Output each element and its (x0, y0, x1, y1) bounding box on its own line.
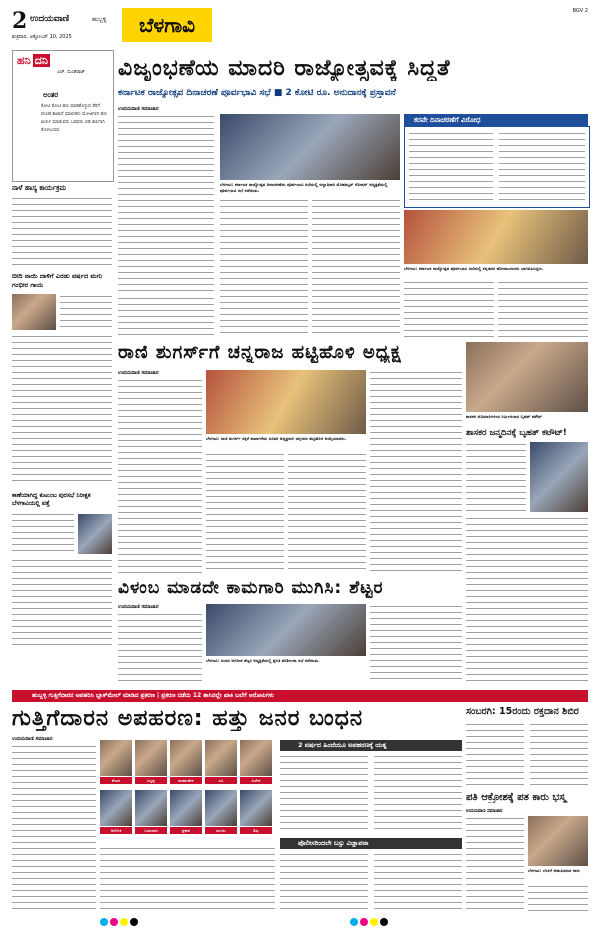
page-code: BGV 2 (572, 8, 588, 14)
story2-body-1 (118, 378, 202, 574)
reg-dot-black-2 (380, 918, 388, 926)
accused-name-1: ಶೇಖರ (100, 777, 132, 784)
column-title (17, 54, 50, 68)
lead-subhead-right: 2 ಕೋಟಿ ರೂ. ಅನುದಾನಕ್ಕೆ ಪ್ರಸ್ತಾವನೆ (285, 88, 396, 98)
story2-photo (206, 370, 366, 434)
brief-3-title: ಕಾಣೆಯಾಗಿದ್ದ ಕುಟುಂಬ ಪುರಸಭೆ ನಿರೀಕ್ಷಕ ಬೆಳಗಾವಿಯಲ್ಲಿ ಪತ್ತೆ (12, 492, 91, 507)
accused-name-10: ಶಿವು (240, 827, 272, 834)
brief-2-body (60, 294, 112, 330)
story2-headline: ರಾಣಿ ಶುಗರ್ಸ್‌ಗೆ ಚನ್ನರಾಜ ಹಟ್ಟಿಹೊಳಿ ಅಧ್ಯಕ್ಷ (118, 342, 402, 363)
brief-3 (12, 492, 112, 652)
lead-photo (220, 114, 400, 180)
lead-subheads (118, 88, 588, 98)
story4-body-2 (370, 604, 462, 684)
story5-sub1-body-1 (280, 754, 368, 834)
lead-subhead-left: ಕರ್ನಾಟಕ ರಾಜ್ಯೋತ್ಸವ ದಿನಾಚರಣೆ ಪೂರ್ವಭಾವಿ ಸಭೆ (118, 88, 271, 98)
story3-cutout-photo (530, 442, 588, 512)
story5-sub2: ಪೊಲೀಸರಿಂದಲೇ ಬಸ್ಸು ವಿಜ್ಞಾಪನಾ (298, 839, 369, 847)
story4-photo (206, 604, 366, 656)
accused-name-8: ಪ್ರಕಾಶ (170, 827, 202, 834)
accused-photo-8 (170, 790, 202, 826)
accused-name-5: ಸುರೇಶ (240, 777, 272, 784)
date-line: ಶುಕ್ರವಾರ, ಅಕ್ಟೋಬರ್ 10, 2025 (12, 34, 72, 40)
brief-3-body (12, 512, 74, 552)
column-title-part2: ದನಿ (34, 54, 48, 67)
section-title: ಬೆಳಗಾವಿ (122, 8, 212, 42)
story5-sub2-body-1 (280, 852, 368, 914)
story5-sub2-bar (280, 838, 462, 849)
lead-body-col1 (118, 114, 214, 292)
brief-3-body-b (12, 558, 112, 648)
accused-photo-1 (100, 740, 132, 776)
brief-1 (12, 184, 112, 268)
brief-1-body (12, 196, 112, 266)
lead-byline: ಉದಯವಾಣಿ ಸಮಾಚಾರ (118, 106, 159, 112)
reg-dot-cyan-2 (350, 918, 358, 926)
story3-photo (466, 342, 588, 412)
story7-caption: ಬೆಳಗಾವಿ: ಬೆಂಕಿಗೆ ಆಹುತಿಯಾದ ಕಾರು (528, 868, 580, 873)
story7-byline: ಉದಯವಾಣಿ ಸಮಾಚಾರ (466, 809, 503, 814)
story2-body-4 (370, 370, 462, 574)
story3-caption: ಶಾಸಕರ ಅಭಿಮಾನಿಗಳಿಂದ ನಿರ್ಮಿಸಲಾದ ಬೃಹತ್ ಕಟೌಟ್ (466, 414, 543, 419)
story5-headline: ಗುತ್ತಿಗೆದಾರನ ಅಪಹರಣ: ಹತ್ತು ಜನರ ಬಂಧನ (12, 706, 364, 731)
side-banner-text: ಕರವೇ ದಿನಾಚರಣೆಗೆ ವಿರೋಧ (414, 116, 481, 124)
side-story-body-2 (498, 280, 588, 338)
side-banner (404, 114, 588, 126)
accused-name-2: ಸಿದ್ದಪ್ಪ (135, 777, 167, 784)
story5-body-2 (100, 846, 275, 914)
reg-dot-yellow-2 (370, 918, 378, 926)
brief-3-photo (78, 514, 112, 554)
column-box (12, 50, 114, 182)
side-story-box (404, 126, 590, 208)
story7-body-2 (528, 884, 588, 914)
side-story-snippet-1 (409, 131, 493, 203)
story5-byline: ಉದಯವಾಣಿ ಸಮಾಚಾರ (12, 736, 53, 742)
accused-photo-4 (205, 740, 237, 776)
side-story-body-1 (404, 280, 494, 338)
brief-2-title: ಬೀದಿ ನಾಯಿ ದಾಳಿಗೆ ಎರಡು ವರ್ಷದ ಮಗು ಗಂಭೀರ ಗಾಯ (12, 272, 103, 289)
accused-name-9: ಮಂಜು (205, 827, 237, 834)
reg-dot-magenta-2 (360, 918, 368, 926)
ticker-text: ಹುಬ್ಬಳ್ಳಿ ಗುತ್ತಿಗೆದಾರನ ಅಪಹರಿಸಿ ಬ್ಲಾಕ್‌ಮೇಲ್ ಮಾಡಿದ ಪ್ರಕರಣ | ಪ್ರಕರಣ ನಡೆದು 12 ತಾಸಿನಲ್ಲೇ ಖಾಕಿ ಬಲೆಗೆ ಆರೋಪಿಗಳು (32, 692, 275, 699)
ticker-bar (12, 690, 588, 702)
reg-dot-cyan (100, 918, 108, 926)
accused-photo-2 (135, 740, 167, 776)
story3-body (466, 442, 526, 512)
reg-dot-yellow (120, 918, 128, 926)
registration-marks (100, 918, 500, 926)
page-number: 2 (12, 8, 28, 34)
story3-headline: ಶಾಸಕರ ಜನ್ಮದಿನಕ್ಕೆ ಬೃಹತ್ ಕಟೌಟ್! (466, 428, 567, 438)
lead-headline: ವಿಜೃಂಭಣೆಯ ಮಾದರಿ ರಾಜ್ಯೋತ್ಸವಕ್ಕೆ ಸಿದ್ಧತೆ (118, 56, 451, 81)
accused-name-4: ರವಿ (205, 777, 237, 784)
story6-body-2 (530, 722, 588, 788)
accused-photo-9 (205, 790, 237, 826)
column-poem: ಕೋಟಿ ಕೋಟಿ ಹಣ ಮಾಡಿಕೊಳ್ಳುವ ತೆರಿಗೆ ವಂಚಕ ಕಾಖಾನೆ ಮಾಲೀಕರು ಮೋಜಿಗಾಗಿ ಹಣ ಖರ್ಚು ಮಾಡುವರು ಬಡವರು ಬಿಡಿ ಕಾಸಿಗಾಗಿ ತೊಳಲುವರು (41, 104, 107, 133)
lead-subhead-separator: ■ (273, 88, 286, 98)
story4-body-1 (118, 612, 202, 684)
column-heading: ಅಂತರ (43, 91, 59, 99)
story7-photo (528, 816, 588, 866)
accused-photo-3 (170, 740, 202, 776)
accused-photo-6 (100, 790, 132, 826)
edition-label: ಹುಬ್ಬಳ್ಳಿ (92, 16, 107, 23)
paper-name: ಉದಯವಾಣಿ (30, 14, 70, 24)
story4-caption: ಬೆಳಗಾವಿ: ಸಂಸದ ಜಗದೀಶ ಶೆಟ್ಟರ ಅಧ್ಯಕ್ಷತೆಯಲ್ಲಿ ಪ್ರಗತಿ ಪರಿಶೀಲನಾ ಸಭೆ ನಡೆಯಿತು. (206, 658, 320, 663)
side-story-snippet-2 (499, 131, 585, 203)
story3-body-2 (466, 516, 588, 684)
story4-headline: ವಿಳಂಬ ಮಾಡದೇ ಕಾಮಗಾರಿ ಮುಗಿಸಿ: ಶೆಟ್ಟರ (118, 578, 384, 598)
story2-body-2 (206, 452, 284, 574)
story5-sub1: 2 ವರ್ಷದ ಹಿಂದೆಯೂ ಅಪಹರಣಕ್ಕೆ ಯತ್ನ (298, 741, 387, 749)
reg-dot-black (130, 918, 138, 926)
accused-photo-7 (135, 790, 167, 826)
brief-2 (12, 272, 112, 488)
story2-body-3 (288, 452, 366, 574)
column-title-part1: ಹನಿ (17, 54, 31, 67)
accused-photo-10 (240, 790, 272, 826)
side-story-caption: ಬೆಳಗಾವಿ: ಕರ್ನಾಟಕ ರಾಜ್ಯೋತ್ಸವ ಪೂರ್ವಭಾವಿ ಸಭೆಯಲ್ಲಿ ಕನ್ನಡಪರ ಹೋರಾಟಗಾರರು ಭಾಗವಹಿಸಿದ್ದರು. (404, 266, 544, 271)
story7-body (466, 816, 524, 914)
story5-sub1-body-2 (374, 754, 462, 834)
lead-body-col1b (118, 296, 214, 338)
story5-body-1 (12, 744, 96, 914)
brief-2-body-b (12, 334, 112, 484)
story4-byline: ಉದಯವಾಣಿ ಸಮಾಚಾರ (118, 604, 159, 610)
brief-2-photo (12, 294, 56, 330)
lead-body-col2 (220, 198, 308, 338)
accused-name-6: ಅಶೋಕ (100, 827, 132, 834)
accused-photo-5 (240, 740, 272, 776)
column-author: ಎಚ್. ದುಂಡಿರಾಜ್ (57, 70, 85, 75)
lead-photo-caption: ಬೆಳಗಾವಿ: ಕರ್ನಾಟಕ ರಾಜ್ಯೋತ್ಸವ ದಿನಾಚರಣೆಯ ಪೂರ್ವಭಾವಿ ಸಭೆಯಲ್ಲಿ ಜಿಲ್ಲಾಧಿಕಾರಿ ಮೊಹಮ್ಮದ್ ರೋಷನ್ ಅಧ್ಯಕ್ಷತೆಯಲ್ಲಿ ಪೂರ್ವಭಾವಿ ಸಭೆ ನಡೆಯಿತು. (220, 182, 388, 193)
story2-caption: ಬೆಳಗಾವಿ: ರಾಣಿ ಶುಗರ್ಸ್ ಸಕ್ಕರೆ ಕಾರ್ಖಾನೆಯ ನೂತನ ಅಧ್ಯಕ್ಷರಾಗಿ ಚನ್ನರಾಜ ಹಟ್ಟಿಹೊಳಿ ಆಯ್ಕೆಯಾದರು. (206, 436, 347, 441)
accused-name-3: ಮಹಾಂತೇಶ (170, 777, 202, 784)
reg-dot-magenta (110, 918, 118, 926)
masthead (12, 8, 588, 48)
brief-1-title: ನಾಳೆ ಹಾಸ್ಯ ಕಾರ್ಯಕ್ರಮ (12, 184, 67, 192)
story7-headline: ಪತಿ ಆಕ್ರೋಶಕ್ಕೆ ಪತ ಕಾರು ಭಸ್ಮ (466, 792, 566, 803)
story2-byline: ಉದಯವಾಣಿ ಸಮಾಚಾರ (118, 370, 159, 376)
accused-grid (100, 740, 275, 840)
story5-sub2-body-2 (374, 852, 462, 914)
lead-body-col3 (312, 198, 400, 338)
story6-body-1 (466, 722, 524, 788)
side-story-photo (404, 210, 588, 264)
story6-headline: ಸಂಬರಗಿ: 15ರಂದು ರಕ್ತದಾನ ಶಿಬಿರ (466, 706, 579, 717)
accused-name-7: ಬಸವರಾಜ (135, 827, 167, 834)
story5-sub1-bar (280, 740, 462, 751)
